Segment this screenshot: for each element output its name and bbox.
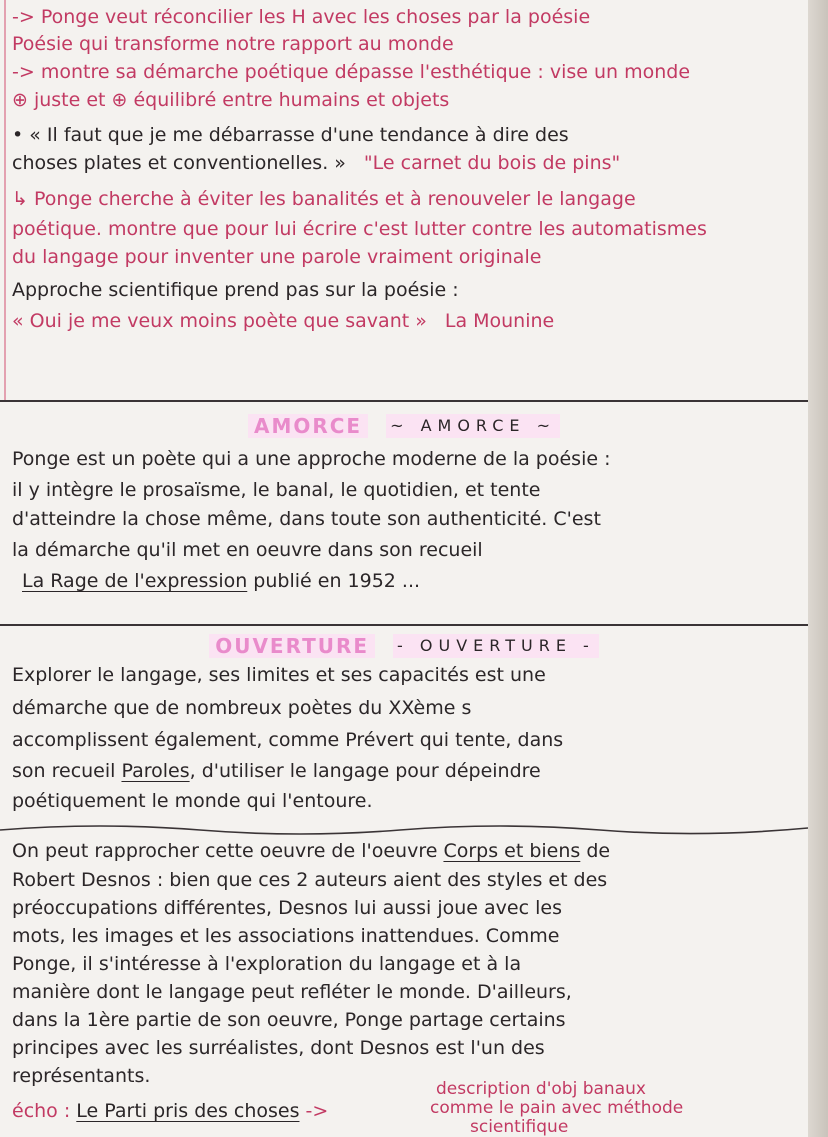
ouverture-line: poétiquement le monde qui l'entoure. bbox=[12, 790, 373, 812]
desnos-line: préoccupations différentes, Desnos lui aussi joue avec les bbox=[12, 897, 562, 919]
desnos-line: manière dont le langage peut refléter le monde. D'ailleurs, bbox=[12, 981, 572, 1003]
ouverture-line: accomplissent également, comme Prévert qui tente, dans bbox=[12, 729, 564, 751]
amorce-highlight: AMORCE bbox=[248, 414, 368, 438]
desnos-line: Ponge, il s'intéresse à l'exploration du langage et à la bbox=[12, 953, 522, 975]
source-ref: "Le carnet du bois de pins" bbox=[363, 152, 621, 174]
amorce-line: d'atteindre la chose même, dans toute son authenticité. C'est bbox=[12, 508, 601, 530]
amorce-line: la démarche qu'il met en oeuvre dans son recueil bbox=[12, 539, 483, 561]
work-title: Le Parti pris des choses bbox=[76, 1100, 300, 1122]
work-title: Paroles bbox=[121, 760, 190, 782]
note-line: -> Ponge veut réconcilier les H avec les choses par la poésie bbox=[12, 6, 591, 28]
desnos-line: représentants. bbox=[12, 1065, 151, 1087]
ouverture-line: démarche que de nombreux poètes du XXème s bbox=[12, 697, 472, 719]
desnos-line: On peut rapprocher cette oeuvre de l'oeuvre Corps et biens de bbox=[12, 840, 611, 862]
desnos-line: dans la 1ère partie de son oeuvre, Ponge partage certains bbox=[12, 1009, 566, 1031]
margin-line bbox=[4, 0, 6, 400]
divider bbox=[0, 624, 808, 626]
note-line: « Oui je me veux moins poète que savant » La Mounine bbox=[12, 310, 555, 332]
work-title: Corps et biens bbox=[443, 840, 581, 862]
desnos-line: mots, les images et les associations inattendues. Comme bbox=[12, 925, 560, 947]
echo-note: scientifique bbox=[470, 1117, 569, 1137]
amorce-title: ~ AMORCE ~ bbox=[386, 414, 560, 438]
arrow: -> bbox=[299, 1100, 329, 1122]
desnos-line: principes avec les surréalistes, dont Desnos est l'un des bbox=[12, 1037, 545, 1059]
amorce-line: La Rage de l'expression publié en 1952 ... bbox=[22, 570, 421, 592]
note-line: choses plates et conventionelles. » "Le carnet du bois de pins" bbox=[12, 152, 621, 174]
echo-note: description d'obj banaux bbox=[436, 1079, 646, 1099]
source-ref: La Mounine bbox=[444, 310, 555, 332]
ouverture-title: - OUVERTURE - bbox=[393, 634, 599, 658]
ouverture-line: son recueil Paroles, d'utiliser le langage pour dépeindre bbox=[12, 760, 541, 782]
note-line: du langage pour inventer une parole vraiment originale bbox=[12, 246, 542, 268]
ouverture-highlight: OUVERTURE bbox=[209, 634, 375, 658]
echo-note: comme le pain avec méthode bbox=[430, 1098, 684, 1118]
amorce-heading bbox=[0, 414, 808, 438]
note-line: • « Il faut que je me débarrasse d'une tendance à dire des bbox=[12, 124, 569, 146]
note-line: Poésie qui transforme notre rapport au monde bbox=[12, 33, 454, 55]
amorce-line: il y intègre le prosaïsme, le banal, le quotidien, et tente bbox=[12, 479, 541, 501]
amorce-line: Ponge est un poète qui a une approche moderne de la poésie : bbox=[12, 448, 611, 470]
divider bbox=[0, 400, 808, 402]
ouverture-line: Explorer le langage, ses limites et ses capacités est une bbox=[12, 664, 546, 686]
desnos-line: Robert Desnos : bien que ces 2 auteurs aient des styles et des bbox=[12, 869, 608, 891]
wavy-divider bbox=[0, 822, 808, 836]
note-line: ⊕ juste et ⊕ équilibré entre humains et objets bbox=[12, 89, 450, 111]
page-edge bbox=[808, 0, 828, 1137]
note-line: poétique. montre que pour lui écrire c'est lutter contre les automatismes bbox=[12, 218, 707, 240]
work-title: La Rage de l'expression bbox=[22, 570, 248, 592]
echo-line: écho : Le Parti pris des choses -> bbox=[12, 1100, 329, 1122]
note-line: Approche scientifique prend pas sur la poésie : bbox=[12, 279, 459, 301]
note-line: -> montre sa démarche poétique dépasse l'esthétique : vise un monde bbox=[12, 61, 691, 83]
note-line: ↳ Ponge cherche à éviter les banalités et à renouveler le langage bbox=[12, 188, 636, 210]
ouverture-heading bbox=[0, 634, 808, 658]
